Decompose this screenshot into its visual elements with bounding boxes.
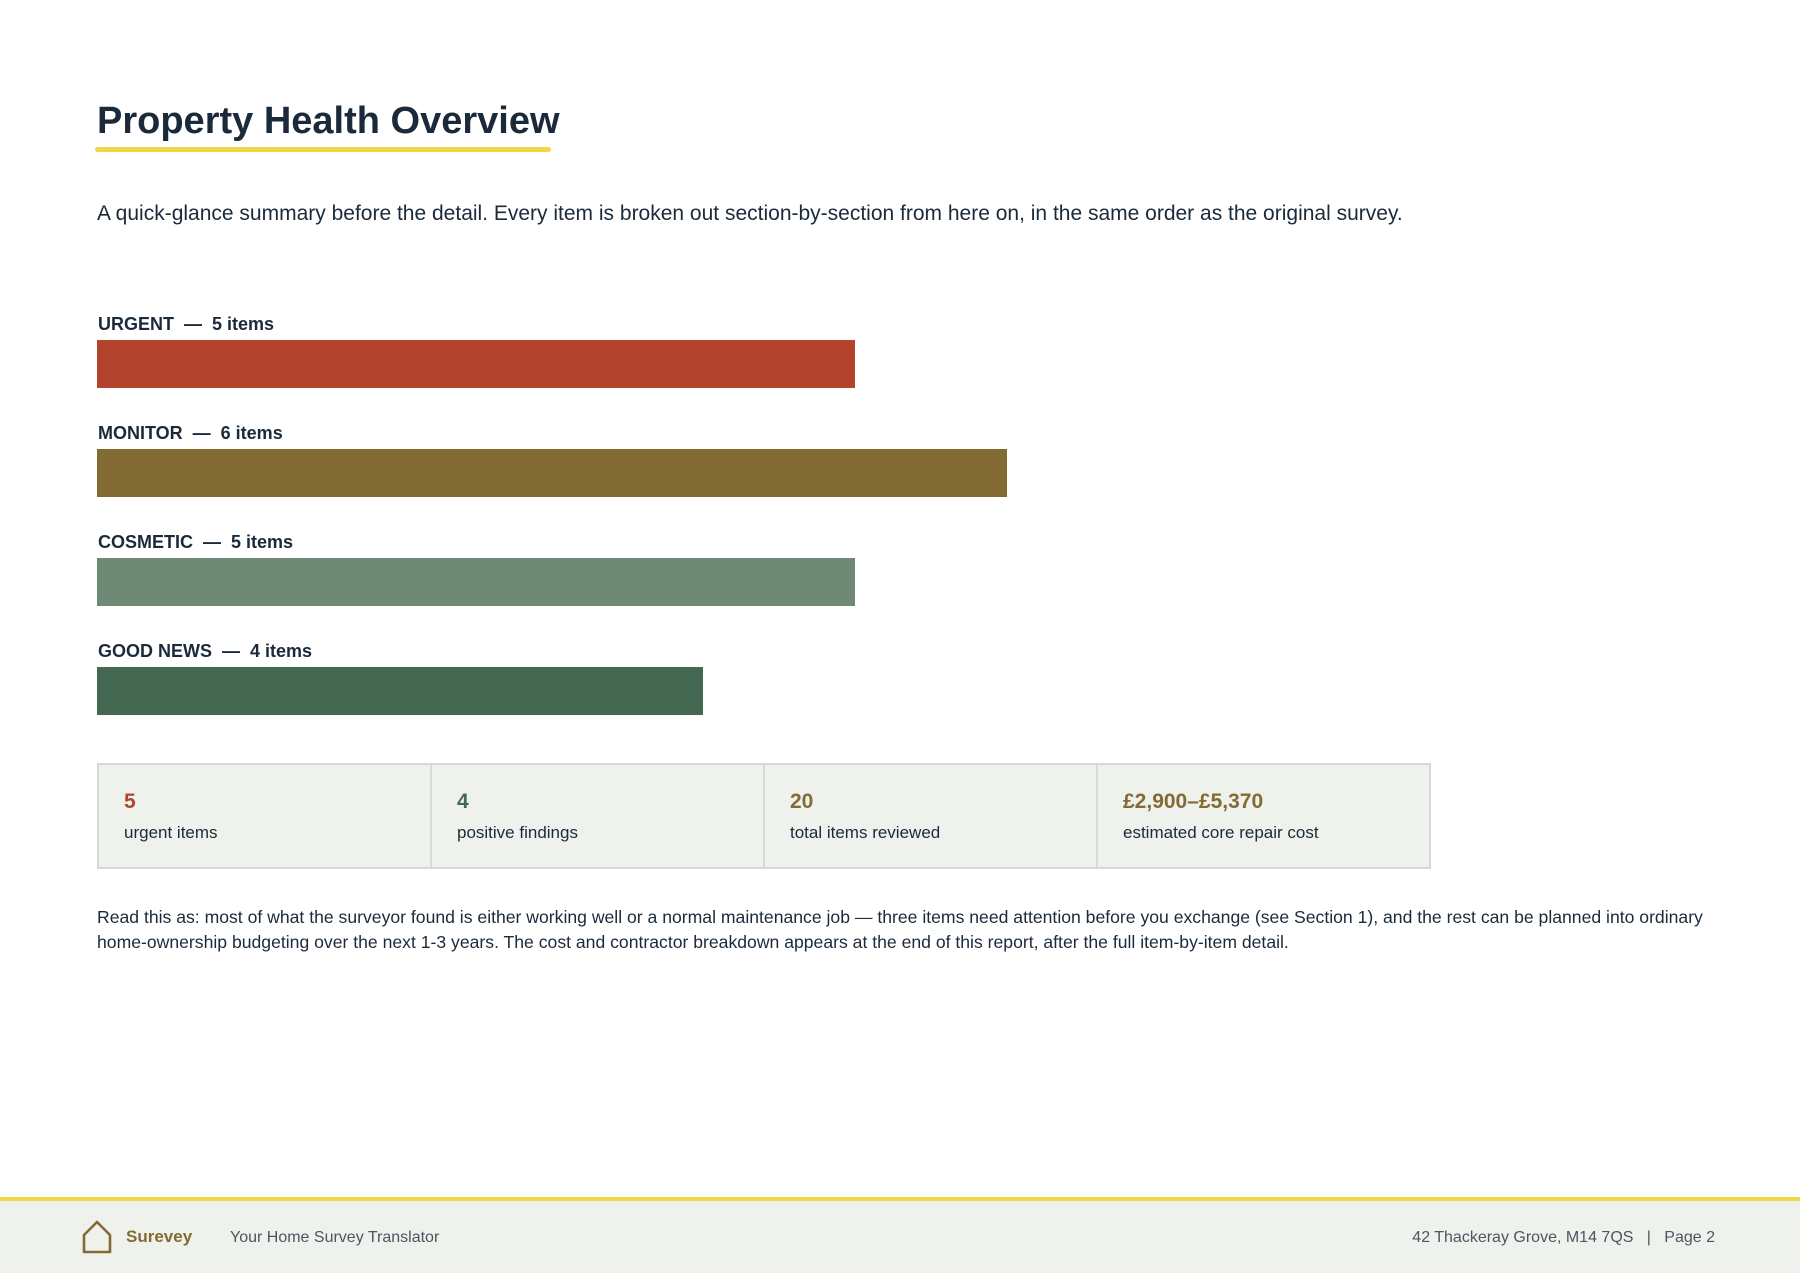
stat-total	[765, 765, 1098, 867]
stat-positive	[432, 765, 765, 867]
bar-monitor	[97, 449, 1007, 497]
stat-value: 4	[457, 790, 469, 813]
bar-label-good-news: GOOD NEWS — 4 items	[98, 641, 313, 661]
page-number: Page 2	[1664, 1229, 1715, 1246]
house-outline-icon	[81, 1219, 113, 1255]
property-address: 42 Thackeray Grove, M14 7QS	[1412, 1229, 1634, 1246]
stat-value: £2,900–£5,370	[1123, 790, 1264, 813]
brand-name: Surevey	[126, 1227, 193, 1246]
page-title: Property Health Overview	[97, 100, 560, 142]
bar-row-cosmetic	[97, 530, 1297, 639]
stat-value: 20	[790, 790, 814, 813]
footer-meta	[1412, 1227, 1715, 1249]
bar-cosmetic	[97, 558, 855, 606]
bar-row-urgent	[97, 312, 1297, 421]
title-underline	[95, 147, 551, 152]
bar-good-news	[97, 667, 703, 715]
stat-label: urgent items	[124, 823, 218, 842]
stat-label: estimated core repair cost	[1123, 823, 1319, 842]
stat-label: total items reviewed	[790, 823, 941, 842]
stat-label: positive findings	[457, 823, 578, 842]
brand-tagline: Your Home Survey Translator	[230, 1229, 440, 1246]
summary-text: Read this as: most of what the surveyor found is either working well or a normal maintenance job — three items need attention before you exchange (see Section 1), and the rest can be planned into ordinary home-ownership budgeting over the next 1-3 years. The cost and contractor breakdown appears at the end of this report, after the full item-by-item detail.	[97, 907, 1703, 952]
bar-row-good-news	[97, 639, 1297, 748]
stat-value: 5	[124, 790, 136, 813]
stat-urgent	[99, 765, 432, 867]
footer	[0, 1197, 1800, 1273]
bar-urgent	[97, 340, 855, 388]
bar-row-monitor	[97, 421, 1297, 530]
intro-text: A quick-glance summary before the detail. Every item is broken out section-by-section from here on, in the same order as the original survey.	[97, 202, 1403, 225]
stat-cost	[1098, 765, 1429, 867]
bar-label-monitor: MONITOR — 6 items	[98, 423, 283, 443]
footer-separator: |	[1646, 1229, 1651, 1246]
stats-panel	[97, 763, 1431, 869]
bar-label-cosmetic: COSMETIC — 5 items	[98, 532, 294, 552]
bar-label-urgent: URGENT — 5 items	[98, 314, 275, 334]
category-bar-chart	[97, 312, 1297, 748]
